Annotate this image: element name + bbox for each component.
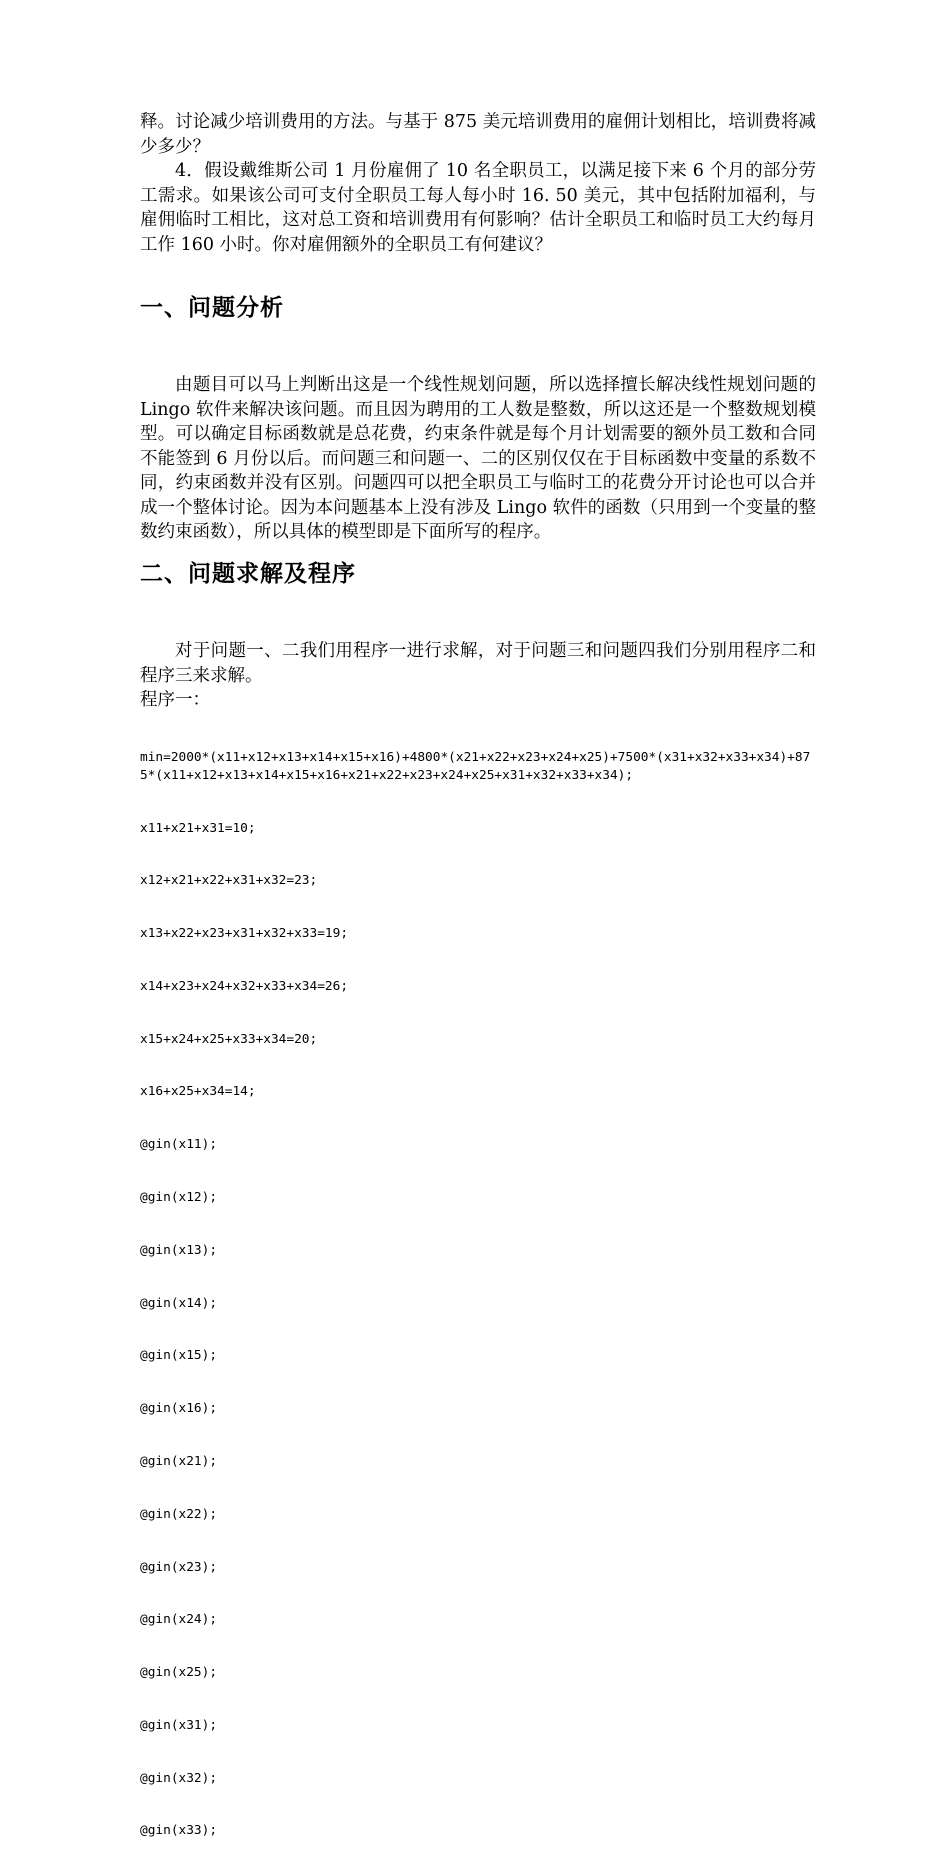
code-line: @gin(x31); xyxy=(140,1717,218,1733)
code-line: x13+x22+x23+x31+x32+x33=19; xyxy=(140,926,349,942)
code-line: @gin(x32); xyxy=(140,1770,218,1786)
paragraph-question-4: 4．假设戴维斯公司 1 月份雇佣了 10 名全职员工，以满足接下来 6 个月的部分劳工需求。如果该公司可支付全职员工每人每小时 16. 50 美元，其中包括附加福利，与雇佣临时工相比，这对总工资和培训费用有何影响？估计全职员工和临时员工大约每月工作 160 小时。你对雇佣额外的全职员工有何建议？ xyxy=(140,161,816,255)
paragraph-analysis: 由题目可以马上判断出这是一个线性规划问题，所以选择擅长解决线性规划问题的 Lingo 软件来解决该问题。而且因为聘用的工人数是整数，所以这还是一个整数规划模型。可以确定目标函数就是总花费，约束条件就是每个月计划需要的额外员工数和合同不能签到 6 月份以后。而问题三和问题一、二的区别仅仅在于目标函数中变量的系数不同，约束函数并没有区别。问题四可以把全职员工与临时工的花费分开讨论也可以合并成一个整体讨论。因为本问题基本上没有涉及 Lingo 软件的函数（只用到一个变量的整数约束函数），所以具体的模型即是下面所写的程序。 xyxy=(140,375,816,542)
code-line: x16+x25+x34=14; xyxy=(140,1084,256,1100)
section-heading-solution: 二、问题求解及程序 xyxy=(140,561,356,587)
code-line: x14+x23+x24+x32+x33+x34=26; xyxy=(140,978,349,994)
code-line: x11+x21+x31=10; xyxy=(140,820,256,836)
code-line: x15+x24+x25+x33+x34=20; xyxy=(140,1031,318,1047)
code-line: @gin(x12); xyxy=(140,1190,218,1206)
code-line: @gin(x23); xyxy=(140,1559,218,1575)
code-line: @gin(x13); xyxy=(140,1242,218,1258)
code-line: @gin(x16); xyxy=(140,1401,218,1417)
code-line: @gin(x22); xyxy=(140,1506,218,1522)
code-line: @gin(x24); xyxy=(140,1612,218,1628)
code-objective: min=2000*(x11+x12+x13+x14+x15+x16)+4800*(x21+x22+x23+x24+x25)+7500*(x31+x32+x33+x34)+875*(x11+x12+x13+x14+x15+x16+x21+x22+x23+x24+x25+x31+x32+x33+x34); xyxy=(140,750,811,783)
section-heading-problem-analysis: 一、问题分析 xyxy=(140,295,284,321)
code-line: @gin(x25); xyxy=(140,1665,218,1681)
code-block xyxy=(140,714,816,1875)
code-line: @gin(x11); xyxy=(140,1137,218,1153)
code-line: @gin(x14); xyxy=(140,1295,218,1311)
paragraph-question-3-end: 释。讨论减少培训费用的方法。与基于 875 美元培训费用的雇佣计划相比，培训费将减少多少？ xyxy=(140,112,816,157)
code-line: @gin(x15); xyxy=(140,1348,218,1364)
paragraph-solution-intro: 对于问题一、二我们用程序一进行求解，对于问题三和问题四我们分别用程序二和程序三来求解。 xyxy=(140,641,816,686)
code-line: @gin(x21); xyxy=(140,1453,218,1469)
code-line: x12+x21+x22+x31+x32=23; xyxy=(140,873,318,889)
program-label: 程序一： xyxy=(140,690,210,710)
code-line: @gin(x33); xyxy=(140,1823,218,1839)
